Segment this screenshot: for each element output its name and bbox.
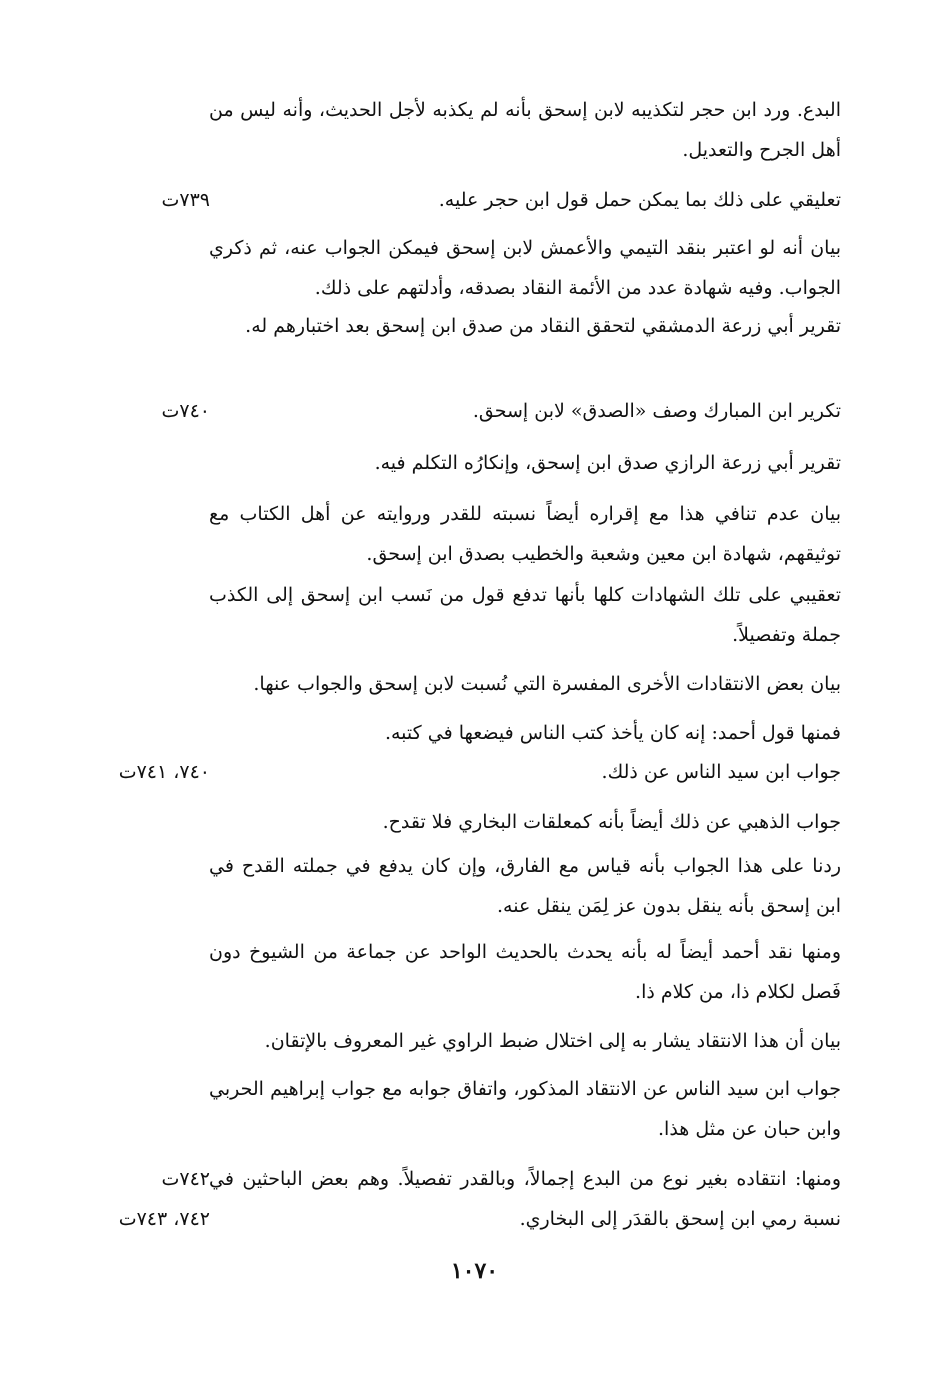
margin-reference: ٧٤٠، ٧٤١ت: [118, 761, 210, 783]
paragraph: فمنها قول أحمد: إنه كان يأخذ كتب الناس فيضعها في كتبه.: [384, 722, 841, 744]
paragraph: جواب ابن سيد الناس عن ذلك.: [601, 761, 841, 783]
paragraph: بيان بعض الانتقادات الأخرى المفسرة التي نُسبت لابن إسحق والجواب عنها.: [253, 673, 841, 695]
paragraph: ردنا على هذا الجواب بأنه قياس مع الفارق، وإن كان يدفع في جملته القدح في ابن إسحق بأنه ينقل بدون عز لِمَن ينقل عنه.: [209, 855, 841, 917]
paragraph: ومنها: انتقاده بغير نوع من البدع إجمالاً، وبالقدر تفصيلاً. وهم بعض الباحثين في نسبة رمي ابن إسحق بالقدَر إلى البخاري.: [209, 1168, 841, 1230]
page-number: ١٠٧٠: [450, 1258, 499, 1284]
paragraph: تعليقي على ذلك بما يمكن حمل قول ابن حجر عليه.: [438, 189, 841, 211]
margin-reference: ٧٤٢، ٧٤٣ت: [118, 1208, 210, 1230]
margin-reference: ٧٤٢ت: [161, 1168, 210, 1190]
paragraph: تكرير ابن المبارك وصف «الصدق» لابن إسحق.: [472, 400, 841, 422]
paragraph: البدع. ورد ابن حجر لتكذيبه لابن إسحق بأنه لم يكذبه لأجل الحديث، وأنه ليس من أهل الجرح والتعديل.: [209, 99, 841, 161]
paragraph: تعقيبي على تلك الشهادات كلها بأنها تدفع قول من نَسب ابن إسحق إلى الكذب جملة وتفصيلاً.: [209, 584, 841, 646]
paragraph: بيان أن هذا الانتقاد يشار به إلى اختلال ضبط الراوي غير المعروف بالإتقان.: [264, 1030, 841, 1052]
paragraph: جواب ابن سيد الناس عن الانتقاد المذكور، واتفاق جوابه مع جواب إبراهيم الحربي وابن حبان عن مثل هذا.: [209, 1078, 841, 1140]
margin-reference: ٧٣٩ت: [161, 189, 210, 211]
paragraph: بيان أنه لو اعتبر بنقد التيمي والأعمش لابن إسحق فيمكن الجواب عنه، ثم ذكري الجواب. وفيه شهادة عدد من الأئمة النقاد بصدقه، وأدلتهم على ذلك.: [209, 237, 841, 299]
paragraph: بيان عدم تنافي هذا مع إقراره أيضاً نسبته للقدر وروايته عن أهل الكتاب مع توثيقهم، شهادة ابن معين وشعبة والخطيب بصدق ابن إسحق.: [209, 503, 841, 565]
paragraph: تقرير أبي زرعة الدمشقي لتحقق النقاد من صدق ابن إسحق بعد اختبارهم له.: [245, 315, 841, 337]
margin-reference: ٧٤٠ت: [161, 400, 210, 422]
paragraph: جواب الذهبي عن ذلك أيضاً بأنه كمعلقات البخاري فلا تقدح.: [382, 811, 841, 833]
paragraph: تقرير أبي زرعة الرازي صدق ابن إسحق، وإنكارُه التكلم فيه.: [374, 452, 841, 474]
paragraph: ومنها نقد أحمد أيضاً له بأنه يحدث بالحديث الواحد عن جماعة من الشيوخ دون فَصل لكلام ذا، من كلام ذا.: [209, 941, 841, 1003]
